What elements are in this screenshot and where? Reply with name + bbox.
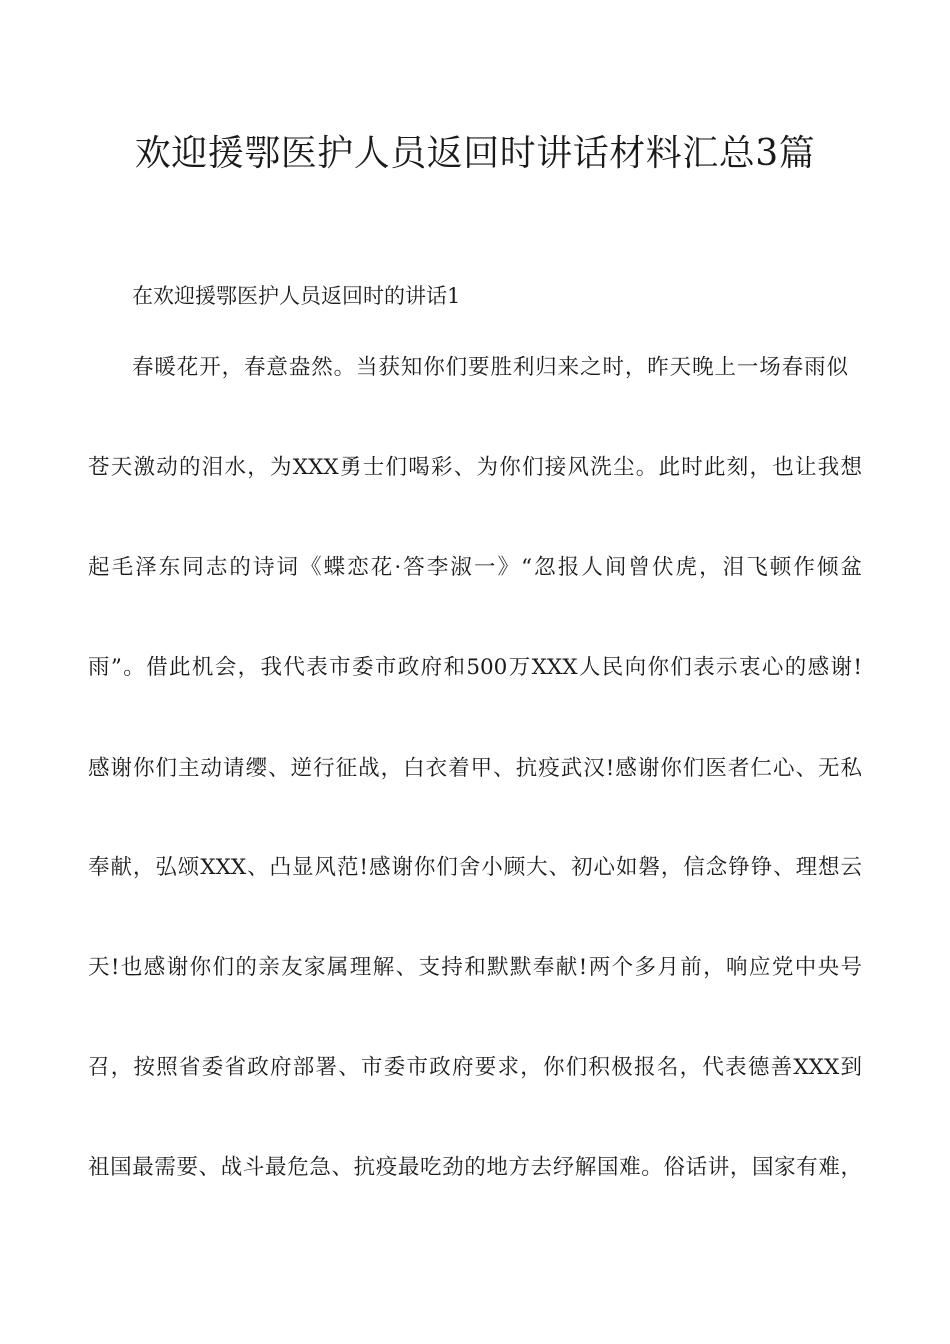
body-line: 雨”。借此机会，我代表市委市政府和500万XXX人民向你们表示衷心的感谢! <box>88 655 862 680</box>
body-line: 召，按照省委省政府部署、市委市政府要求，你们积极报名，代表德善XXX到 <box>88 1055 862 1080</box>
document-title: 欢迎援鄂医护人员返回时讲话材料汇总3篇 <box>134 133 816 174</box>
body-line: 天!也感谢你们的亲友家属理解、支持和默默奉献!两个多月前，响应党中央号 <box>88 955 862 980</box>
body-line: 起毛泽东同志的诗词《蝶恋花·答李淑一》“忽报人间曾伏虎，泪飞顿作倾盆 <box>88 555 862 580</box>
section-heading: 在欢迎援鄂医护人员返回时的讲话1 <box>132 284 461 308</box>
body-line: 奉献，弘颂XXX、凸显风范!感谢你们舍小顾大、初心如磐，信念铮铮、理想云 <box>88 855 862 880</box>
body-line: 苍天激动的泪水，为XXX勇士们喝彩、为你们接风洗尘。此时此刻，也让我想 <box>88 455 862 480</box>
body-line: 春暖花开，春意盎然。当获知你们要胜利归来之时，昨天晚上一场春雨似 <box>132 355 848 380</box>
body-line: 祖国最需要、战斗最危急、抗疫最吃劲的地方去纾解国难。俗话讲，国家有难， <box>88 1155 862 1180</box>
body-line: 感谢你们主动请缨、逆行征战，白衣着甲、抗疫武汉!感谢你们医者仁心、无私 <box>88 756 862 781</box>
